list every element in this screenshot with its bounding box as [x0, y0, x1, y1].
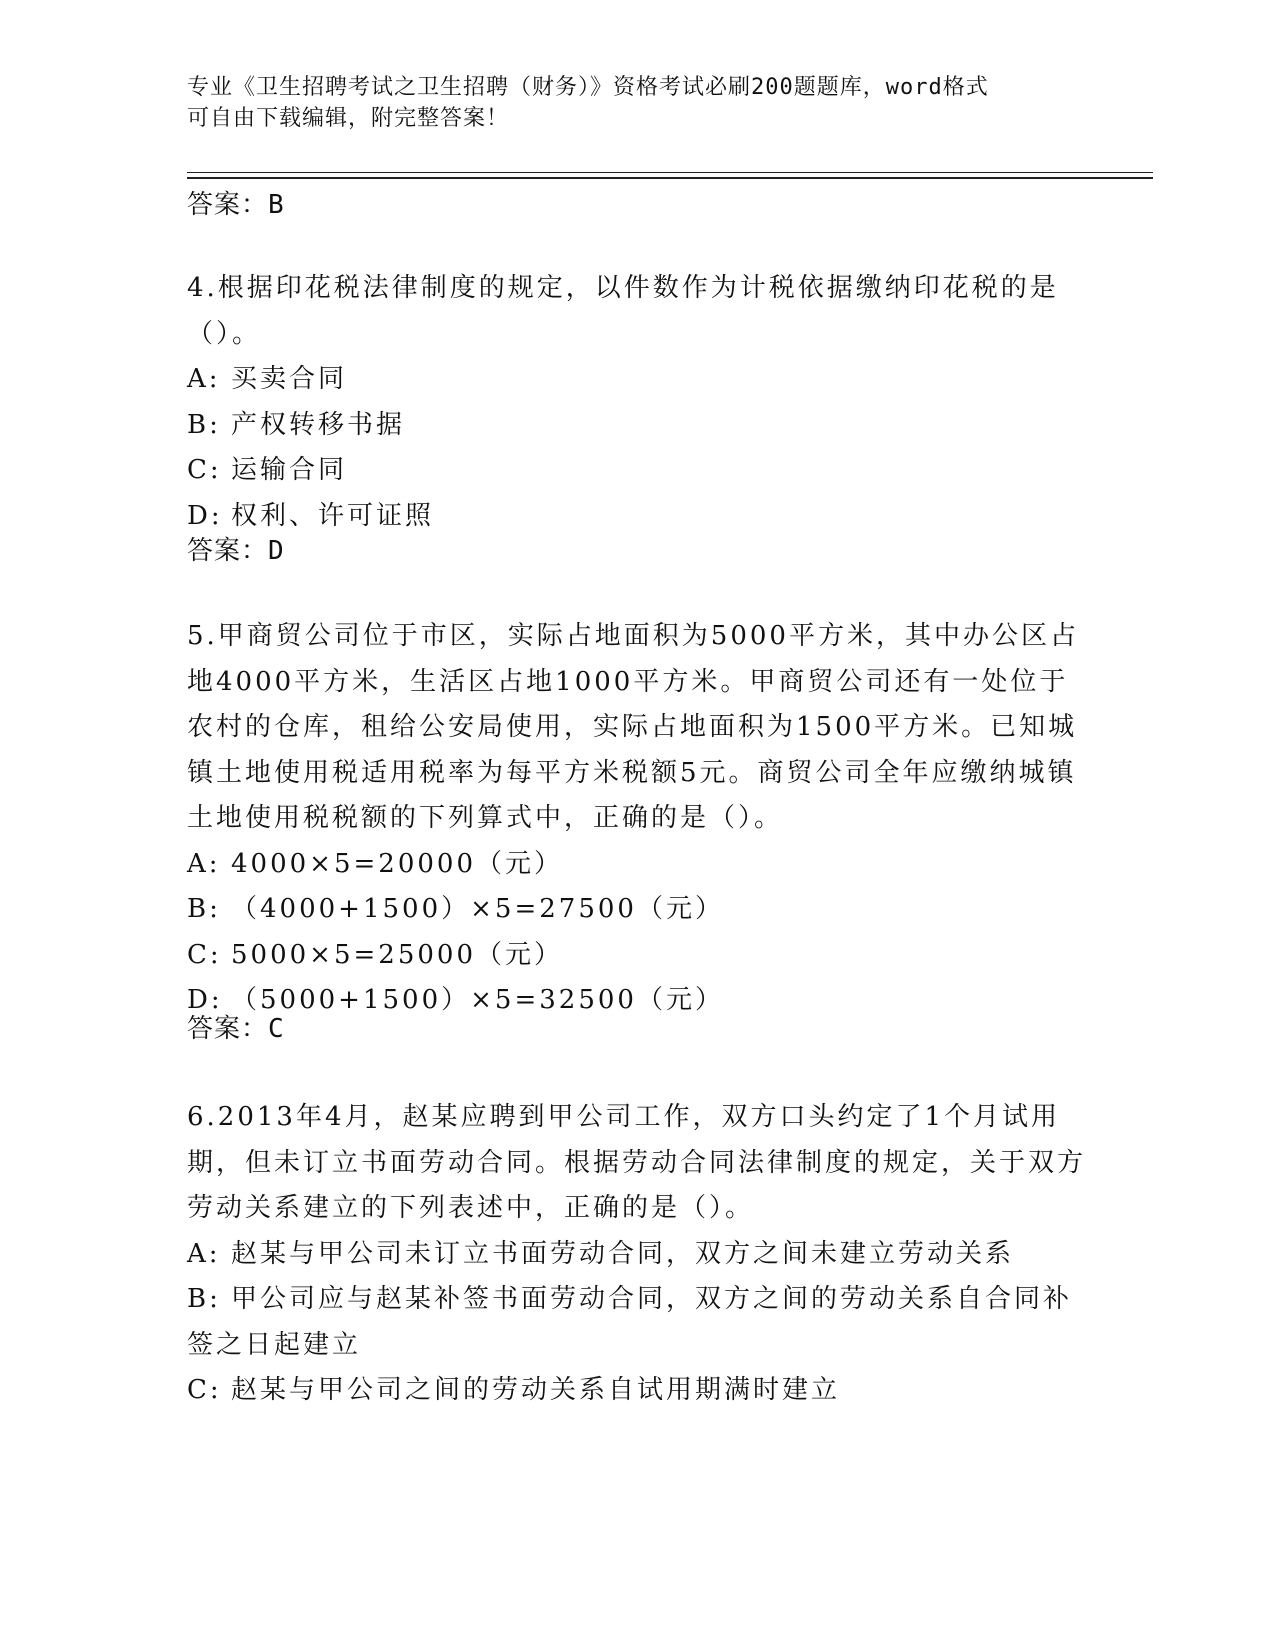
option-text: 产权转移书据 [231, 409, 406, 440]
option-key: B: [187, 894, 221, 924]
option-key: D: [187, 985, 223, 1015]
question-4-option-c [187, 448, 1087, 494]
option-key: A: [187, 848, 221, 879]
header-divider-top [187, 172, 1153, 173]
answer-q3: 答案：B [187, 190, 285, 220]
question-5 [187, 614, 1087, 1024]
question-4 [187, 266, 1087, 539]
answer-q5: 答案：C [187, 1014, 285, 1044]
question-6-stem: 6.2013年4月，赵某应聘到甲公司工作，双方口头约定了1个月试用期，但未订立书面劳动合同。根据劳动合同法律制度的规定，关于双方劳动关系建立的下列表述中，正确的是（）。 [187, 1102, 1087, 1223]
option-text: 赵某与甲公司之间的劳动关系自试用期满时建立 [231, 1375, 841, 1405]
option-text: 权利、许可证照 [231, 500, 435, 531]
option-text: 赵某与甲公司未订立书面劳动合同，双方之间未建立劳动关系 [231, 1238, 1015, 1269]
question-5-option-a [187, 842, 1087, 888]
option-key: A: [187, 1238, 221, 1269]
option-text: 运输合同 [231, 455, 348, 485]
option-key: B: [187, 409, 221, 440]
question-4-option-b [187, 403, 1087, 449]
header-title-line-1: 专业《卫生招聘考试之卫生招聘（财务）》资格考试必刷200题题库，word格式 [187, 75, 989, 100]
question-5-option-b [187, 887, 1087, 933]
option-key: C: [187, 455, 222, 485]
question-4-option-a [187, 357, 1087, 403]
question-6 [187, 1095, 1087, 1414]
header-divider-bottom [187, 177, 1153, 179]
option-key: D: [187, 500, 223, 531]
option-text: 甲公司应与赵某补签书面劳动合同，双方之间的劳动关系自合同补签之日起建立 [187, 1284, 1073, 1360]
option-key: B: [187, 1284, 221, 1314]
header-title-line-2: 可自由下载编辑，附完整答案！ [187, 106, 510, 131]
option-text: （4000+1500）×5=27500（元） [231, 894, 724, 924]
question-6-option-c [187, 1368, 1087, 1414]
option-text: 4000×5=20000（元） [231, 848, 563, 879]
question-6-option-a [187, 1232, 1087, 1278]
option-text: （5000+1500）×5=32500（元） [231, 985, 724, 1015]
option-text: 买卖合同 [231, 364, 348, 394]
option-key: C: [187, 1375, 222, 1405]
question-6-option-b [187, 1277, 1087, 1368]
question-5-option-c [187, 933, 1087, 979]
question-5-stem: 5.甲商贸公司位于市区，实际占地面积为5000平方米，其中办公区占地4000平方米，生活区占地1000平方米。甲商贸公司还有一处位于农村的仓库，租给公安局使用，实际占地面积为1500平方米。已知城镇土地使用税适用税率为每平方米税额5元。商贸公司全年应缴纳城镇土地使用税税额的下列算式中，正确的是（）。 [187, 621, 1079, 833]
option-key: C: [187, 939, 222, 970]
answer-q4: 答案：D [187, 536, 285, 566]
option-key: A: [187, 364, 221, 394]
option-text: 5000×5=25000（元） [231, 939, 563, 970]
question-4-stem: 4.根据印花税法律制度的规定，以件数作为计税依据缴纳印花税的是（）。 [187, 273, 1059, 349]
